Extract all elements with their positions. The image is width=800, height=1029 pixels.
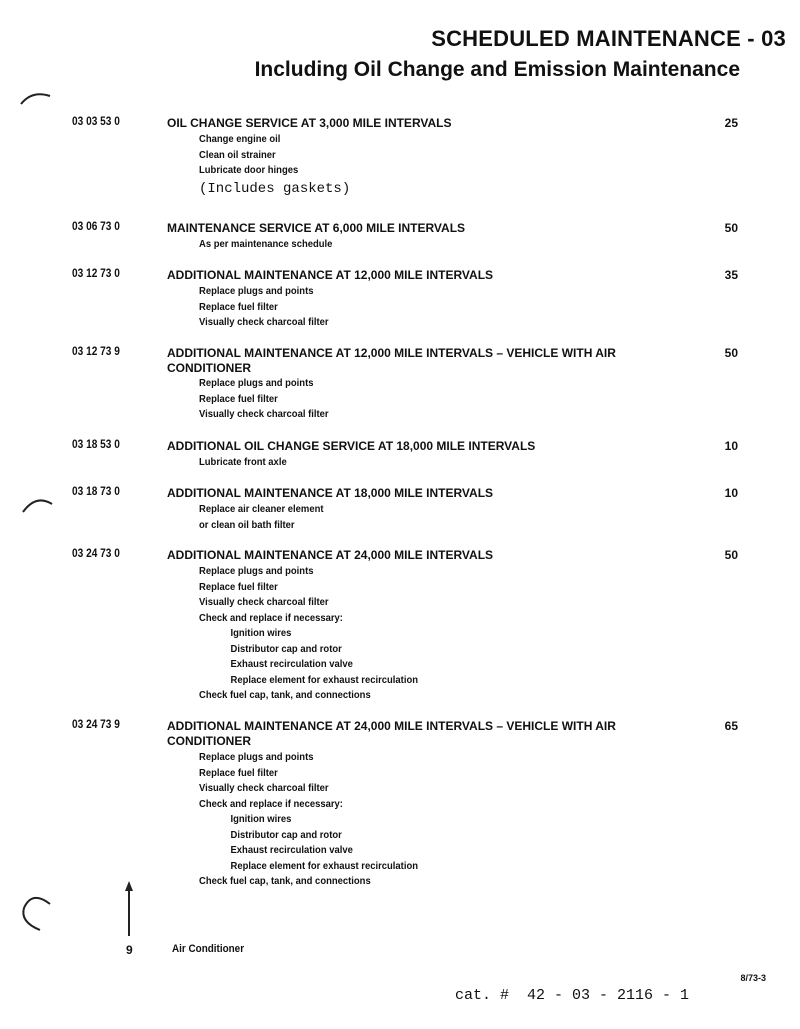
part-number: 03 12 73 0 [72,268,120,280]
service-details [199,502,337,533]
subdetail-line: Distributor cap and rotor [230,828,342,841]
detail-line: Visually check charcoal filter [199,408,329,420]
detail-line: Replace fuel filter [199,580,278,593]
service-details [199,132,350,199]
detail-line: Visually check charcoal filter [199,782,329,794]
detail-line: Visually check charcoal filter [199,316,329,328]
labor-units: 10 [724,439,738,453]
service-details [199,376,343,423]
detail-line: Check fuel cap, tank, and connections [199,689,371,701]
date-code: 8/73-3 [740,973,766,983]
labor-units: 50 [724,548,738,562]
subdetail-line: Distributor cap and rotor [230,642,342,655]
service-title: ADDITIONAL MAINTENANCE AT 24,000 MILE INTERVALS – VEHICLE WITH AIR CONDITIONER [167,719,616,748]
service-details [199,455,296,471]
detail-line: Replace plugs and points [199,285,314,297]
subdetail-line: Ignition wires [230,813,292,825]
subdetail-line: Exhaust recirculation valve [230,658,353,670]
service-details [199,750,442,890]
part-number: 03 24 73 9 [72,719,120,731]
page-subtitle: Including Oil Change and Emission Maintenance [254,58,740,81]
subdetail-line: Replace element for exhaust recirculation [230,673,418,686]
detail-line: Check and replace if necessary: [199,611,343,624]
service-title: ADDITIONAL MAINTENANCE AT 18,000 MILE INTERVALS [167,486,494,500]
subdetail-line: Ignition wires [230,627,292,639]
service-details [199,564,442,704]
change-bar [128,888,130,936]
punch-hole-mark-bottom [18,892,58,940]
punch-hole-mark-top [18,88,54,108]
part-number: 03 18 73 0 [72,486,120,498]
service-title: MAINTENANCE SERVICE AT 6,000 MILE INTERVALS [167,221,466,235]
service-details [199,237,347,253]
service-title: ADDITIONAL MAINTENANCE AT 12,000 MILE INTERVALS – VEHICLE WITH AIR CONDITIONER [167,346,616,375]
detail-line: Replace fuel filter [199,392,278,405]
labor-units: 10 [724,486,738,500]
detail-line: Replace fuel filter [199,766,278,779]
detail-line: Change engine oil [199,133,281,145]
detail-note: (Includes gaskets) [199,180,351,197]
detail-line: Replace plugs and points [199,377,314,389]
detail-line: Check fuel cap, tank, and connections [199,875,371,887]
subdetail-line: Replace element for exhaust recirculation [230,859,418,872]
detail-line: Clean oil strainer [199,148,276,161]
subdetail-line: Exhaust recirculation valve [230,844,353,856]
service-title: ADDITIONAL MAINTENANCE AT 12,000 MILE INTERVALS [167,268,494,282]
labor-units: 50 [724,346,738,360]
group-number: 9 [126,943,133,957]
detail-line: As per maintenance schedule [199,238,333,250]
detail-line: Check and replace if necessary: [199,797,343,810]
service-title: ADDITIONAL OIL CHANGE SERVICE AT 18,000 MILE INTERVALS [167,439,536,453]
part-number: 03 18 53 0 [72,439,120,451]
service-title: ADDITIONAL MAINTENANCE AT 24,000 MILE INTERVALS [167,548,494,562]
part-number: 03 24 73 0 [72,548,120,560]
labor-units: 65 [724,719,738,733]
catalog-number: cat. # 42 - 03 - 2116 - 1 [455,987,690,1004]
detail-line: Replace plugs and points [199,565,314,577]
service-details [199,284,343,331]
service-title: OIL CHANGE SERVICE AT 3,000 MILE INTERVALS [167,116,452,130]
page-title: SCHEDULED MAINTENANCE - 03 [431,26,786,51]
part-number: 03 12 73 9 [72,346,120,358]
labor-units: 35 [724,268,738,282]
detail-line: Visually check charcoal filter [199,596,329,608]
detail-line: Replace air cleaner element [199,503,324,515]
part-number: 03 03 53 0 [72,116,120,128]
group-label: Air Conditioner [172,943,245,955]
detail-line: or clean oil bath filter [199,518,295,531]
punch-hole-mark-middle [20,492,56,516]
labor-units: 50 [724,221,738,235]
labor-units: 25 [724,116,738,130]
detail-line: Lubricate front axle [199,456,287,468]
detail-line: Replace fuel filter [199,300,278,313]
detail-line: Lubricate door hinges [199,164,299,176]
detail-line: Replace plugs and points [199,751,314,763]
part-number: 03 06 73 0 [72,221,120,233]
